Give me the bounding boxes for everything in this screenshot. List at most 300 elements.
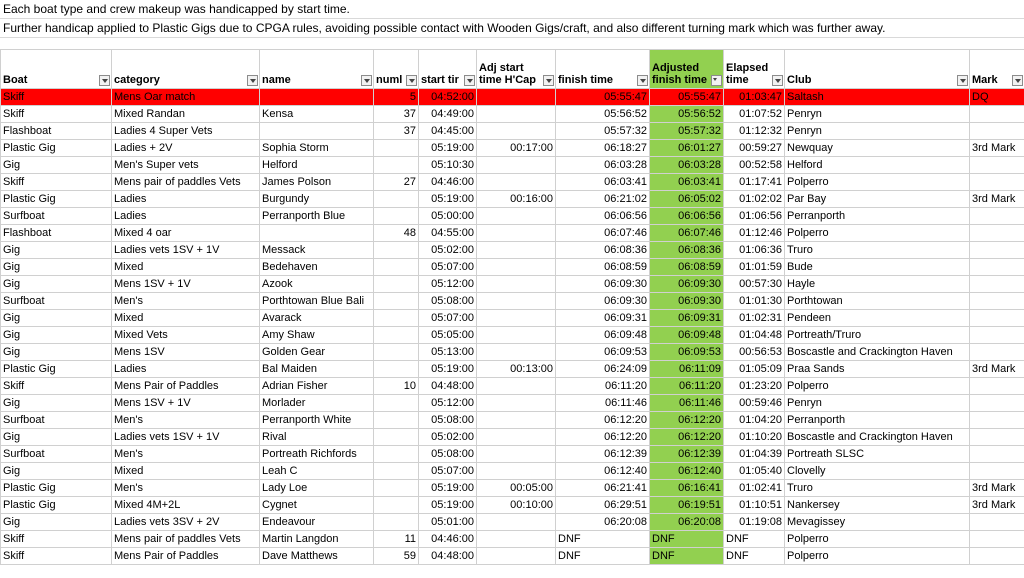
- cell-finish[interactable]: 06:09:48: [556, 327, 650, 344]
- cell-number[interactable]: 5: [374, 89, 419, 106]
- cell-adj-start[interactable]: 00:13:00: [477, 361, 556, 378]
- cell-club[interactable]: Pendeen: [785, 310, 970, 327]
- cell-category[interactable]: Ladies: [112, 191, 260, 208]
- cell-number[interactable]: [374, 242, 419, 259]
- cell-boat[interactable]: Flashboat: [1, 225, 112, 242]
- cell-elapsed[interactable]: 01:10:20: [724, 429, 785, 446]
- cell-elapsed[interactable]: 01:02:02: [724, 191, 785, 208]
- cell-mark[interactable]: [970, 225, 1024, 242]
- cell-adj-start[interactable]: 00:17:00: [477, 140, 556, 157]
- cell-club[interactable]: Hayle: [785, 276, 970, 293]
- filter-dropdown-icon[interactable]: [957, 75, 968, 86]
- cell-adj-finish[interactable]: 06:11:46: [650, 395, 724, 412]
- cell-club[interactable]: Penryn: [785, 123, 970, 140]
- cell-start[interactable]: 04:45:00: [419, 123, 477, 140]
- cell-adj-start[interactable]: 00:05:00: [477, 480, 556, 497]
- cell-adj-finish[interactable]: 06:01:27: [650, 140, 724, 157]
- cell-finish[interactable]: 06:29:51: [556, 497, 650, 514]
- cell-finish[interactable]: 06:11:46: [556, 395, 650, 412]
- cell-category[interactable]: Men's Super vets: [112, 157, 260, 174]
- cell-boat[interactable]: Plastic Gig: [1, 191, 112, 208]
- cell-name[interactable]: [260, 123, 374, 140]
- cell-finish[interactable]: 06:03:28: [556, 157, 650, 174]
- cell-adj-finish[interactable]: 06:09:31: [650, 310, 724, 327]
- cell-finish[interactable]: 05:56:52: [556, 106, 650, 123]
- cell-category[interactable]: Mixed Vets: [112, 327, 260, 344]
- cell-name[interactable]: Leah C: [260, 463, 374, 480]
- cell-category[interactable]: Mixed: [112, 259, 260, 276]
- sort-filter-icon[interactable]: [711, 75, 722, 86]
- cell-start[interactable]: 05:00:00: [419, 208, 477, 225]
- cell-adj-finish[interactable]: 06:08:36: [650, 242, 724, 259]
- cell-finish[interactable]: 06:24:09: [556, 361, 650, 378]
- cell-finish[interactable]: 05:57:32: [556, 123, 650, 140]
- cell-adj-finish[interactable]: 06:12:20: [650, 412, 724, 429]
- cell-boat[interactable]: Gig: [1, 242, 112, 259]
- cell-elapsed[interactable]: 01:23:20: [724, 378, 785, 395]
- cell-mark[interactable]: [970, 259, 1024, 276]
- cell-start[interactable]: 05:12:00: [419, 276, 477, 293]
- cell-start[interactable]: 04:49:00: [419, 106, 477, 123]
- cell-finish[interactable]: 06:08:59: [556, 259, 650, 276]
- cell-name[interactable]: Burgundy: [260, 191, 374, 208]
- cell-adj-start[interactable]: [477, 463, 556, 480]
- cell-start[interactable]: 05:19:00: [419, 361, 477, 378]
- cell-boat[interactable]: Gig: [1, 344, 112, 361]
- cell-adj-finish[interactable]: 06:09:48: [650, 327, 724, 344]
- cell-number[interactable]: [374, 293, 419, 310]
- cell-adj-start[interactable]: [477, 327, 556, 344]
- cell-elapsed[interactable]: 00:52:58: [724, 157, 785, 174]
- cell-name[interactable]: James Polson: [260, 174, 374, 191]
- cell-boat[interactable]: Gig: [1, 429, 112, 446]
- cell-adj-start[interactable]: [477, 276, 556, 293]
- cell-finish[interactable]: 06:09:31: [556, 310, 650, 327]
- column-header-club[interactable]: [785, 50, 970, 89]
- cell-finish[interactable]: 06:08:36: [556, 242, 650, 259]
- cell-boat[interactable]: Plastic Gig: [1, 361, 112, 378]
- cell-adj-finish[interactable]: 05:56:52: [650, 106, 724, 123]
- cell-club[interactable]: Polperro: [785, 378, 970, 395]
- cell-finish[interactable]: 06:09:53: [556, 344, 650, 361]
- column-header-finish[interactable]: [556, 50, 650, 89]
- cell-boat[interactable]: Gig: [1, 276, 112, 293]
- cell-category[interactable]: Men's: [112, 293, 260, 310]
- cell-category[interactable]: Mens Pair of Paddles: [112, 378, 260, 395]
- cell-club[interactable]: Portreath SLSC: [785, 446, 970, 463]
- cell-mark[interactable]: [970, 276, 1024, 293]
- cell-name[interactable]: Cygnet: [260, 497, 374, 514]
- cell-elapsed[interactable]: 01:03:47: [724, 89, 785, 106]
- cell-adj-finish[interactable]: 06:19:51: [650, 497, 724, 514]
- cell-club[interactable]: Perranporth: [785, 412, 970, 429]
- cell-mark[interactable]: [970, 378, 1024, 395]
- cell-club[interactable]: Polperro: [785, 531, 970, 548]
- cell-mark[interactable]: [970, 514, 1024, 531]
- cell-finish[interactable]: 06:12:40: [556, 463, 650, 480]
- cell-start[interactable]: 05:01:00: [419, 514, 477, 531]
- cell-category[interactable]: Mixed 4M+2L: [112, 497, 260, 514]
- cell-category[interactable]: Men's: [112, 446, 260, 463]
- cell-name[interactable]: Perranporth Blue: [260, 208, 374, 225]
- cell-adj-finish[interactable]: 06:05:02: [650, 191, 724, 208]
- cell-category[interactable]: Mixed 4 oar: [112, 225, 260, 242]
- cell-mark[interactable]: DQ: [970, 89, 1024, 106]
- cell-adj-start[interactable]: [477, 395, 556, 412]
- cell-start[interactable]: 04:48:00: [419, 378, 477, 395]
- column-header-number[interactable]: [374, 50, 419, 89]
- cell-elapsed[interactable]: 01:17:41: [724, 174, 785, 191]
- cell-boat[interactable]: Gig: [1, 259, 112, 276]
- cell-adj-start[interactable]: [477, 378, 556, 395]
- cell-elapsed[interactable]: 01:05:09: [724, 361, 785, 378]
- cell-mark[interactable]: [970, 463, 1024, 480]
- cell-number[interactable]: [374, 361, 419, 378]
- cell-finish[interactable]: 06:12:20: [556, 412, 650, 429]
- cell-mark[interactable]: [970, 548, 1024, 565]
- cell-name[interactable]: Helford: [260, 157, 374, 174]
- cell-name[interactable]: Messack: [260, 242, 374, 259]
- cell-start[interactable]: 05:08:00: [419, 293, 477, 310]
- cell-name[interactable]: Morlader: [260, 395, 374, 412]
- filter-dropdown-icon[interactable]: [99, 75, 110, 86]
- cell-club[interactable]: Polperro: [785, 548, 970, 565]
- cell-adj-finish[interactable]: 06:11:20: [650, 378, 724, 395]
- cell-club[interactable]: Portreath/Truro: [785, 327, 970, 344]
- column-header-category[interactable]: [112, 50, 260, 89]
- cell-club[interactable]: Saltash: [785, 89, 970, 106]
- cell-start[interactable]: 05:12:00: [419, 395, 477, 412]
- cell-finish[interactable]: 06:20:08: [556, 514, 650, 531]
- cell-adj-start[interactable]: [477, 259, 556, 276]
- cell-start[interactable]: 04:52:00: [419, 89, 477, 106]
- cell-boat[interactable]: Gig: [1, 514, 112, 531]
- cell-club[interactable]: Clovelly: [785, 463, 970, 480]
- cell-name[interactable]: Kensa: [260, 106, 374, 123]
- cell-category[interactable]: Mixed: [112, 463, 260, 480]
- cell-club[interactable]: Penryn: [785, 395, 970, 412]
- cell-club[interactable]: Polperro: [785, 225, 970, 242]
- cell-elapsed[interactable]: 01:06:36: [724, 242, 785, 259]
- cell-adj-start[interactable]: 00:10:00: [477, 497, 556, 514]
- cell-adj-start[interactable]: [477, 429, 556, 446]
- cell-adj-start[interactable]: [477, 310, 556, 327]
- filter-dropdown-icon[interactable]: [772, 75, 783, 86]
- cell-start[interactable]: 05:19:00: [419, 480, 477, 497]
- note-line[interactable]: Further handicap applied to Plastic Gigs due to CPGA rules, avoiding possible contact with Wooden Gigs/craft, and also different turning mark which was further away.: [0, 19, 1024, 38]
- cell-club[interactable]: Boscastle and Crackington Haven: [785, 344, 970, 361]
- cell-club[interactable]: Mevagissey: [785, 514, 970, 531]
- cell-elapsed[interactable]: DNF: [724, 531, 785, 548]
- cell-start[interactable]: 05:07:00: [419, 463, 477, 480]
- column-header-mark[interactable]: [970, 50, 1024, 89]
- cell-club[interactable]: Polperro: [785, 174, 970, 191]
- cell-start[interactable]: 05:10:30: [419, 157, 477, 174]
- cell-elapsed[interactable]: 01:04:39: [724, 446, 785, 463]
- cell-category[interactable]: Ladies vets 1SV + 1V: [112, 429, 260, 446]
- cell-finish[interactable]: DNF: [556, 548, 650, 565]
- cell-category[interactable]: Mens Pair of Paddles: [112, 548, 260, 565]
- cell-number[interactable]: 48: [374, 225, 419, 242]
- filter-dropdown-icon[interactable]: [406, 75, 417, 86]
- cell-elapsed[interactable]: 01:07:52: [724, 106, 785, 123]
- cell-name[interactable]: Amy Shaw: [260, 327, 374, 344]
- cell-club[interactable]: Porthtowan: [785, 293, 970, 310]
- cell-adj-start[interactable]: [477, 412, 556, 429]
- cell-adj-finish[interactable]: 06:16:41: [650, 480, 724, 497]
- cell-club[interactable]: Newquay: [785, 140, 970, 157]
- cell-category[interactable]: Mens pair of paddles Vets: [112, 174, 260, 191]
- cell-name[interactable]: [260, 225, 374, 242]
- cell-start[interactable]: 05:02:00: [419, 242, 477, 259]
- cell-number[interactable]: 59: [374, 548, 419, 565]
- cell-adj-finish[interactable]: 06:11:09: [650, 361, 724, 378]
- cell-finish[interactable]: 05:55:47: [556, 89, 650, 106]
- cell-mark[interactable]: [970, 106, 1024, 123]
- cell-mark[interactable]: [970, 412, 1024, 429]
- cell-category[interactable]: Mixed: [112, 310, 260, 327]
- cell-number[interactable]: [374, 480, 419, 497]
- cell-category[interactable]: Ladies vets 3SV + 2V: [112, 514, 260, 531]
- cell-elapsed[interactable]: 01:05:40: [724, 463, 785, 480]
- cell-category[interactable]: Mens pair of paddles Vets: [112, 531, 260, 548]
- column-header-adj-start[interactable]: [477, 50, 556, 89]
- cell-mark[interactable]: 3rd Mark: [970, 361, 1024, 378]
- cell-adj-start[interactable]: [477, 531, 556, 548]
- cell-adj-finish[interactable]: 05:55:47: [650, 89, 724, 106]
- cell-category[interactable]: Mens Oar match: [112, 89, 260, 106]
- cell-start[interactable]: 05:08:00: [419, 412, 477, 429]
- cell-adj-finish[interactable]: 06:03:41: [650, 174, 724, 191]
- cell-elapsed[interactable]: DNF: [724, 548, 785, 565]
- cell-boat[interactable]: Skiff: [1, 174, 112, 191]
- cell-elapsed[interactable]: 00:59:46: [724, 395, 785, 412]
- cell-club[interactable]: Truro: [785, 480, 970, 497]
- cell-club[interactable]: Nankersey: [785, 497, 970, 514]
- filter-dropdown-icon[interactable]: [637, 75, 648, 86]
- cell-start[interactable]: 05:19:00: [419, 191, 477, 208]
- cell-number[interactable]: 37: [374, 106, 419, 123]
- note-line[interactable]: Each boat type and crew makeup was handicapped by start time.: [0, 0, 1024, 19]
- cell-adj-start[interactable]: [477, 106, 556, 123]
- cell-club[interactable]: Penryn: [785, 106, 970, 123]
- cell-start[interactable]: 05:02:00: [419, 429, 477, 446]
- cell-mark[interactable]: [970, 123, 1024, 140]
- cell-club[interactable]: Boscastle and Crackington Haven: [785, 429, 970, 446]
- cell-finish[interactable]: 06:07:46: [556, 225, 650, 242]
- cell-adj-finish[interactable]: 06:09:30: [650, 276, 724, 293]
- column-header-elapsed[interactable]: [724, 50, 785, 89]
- cell-finish[interactable]: 06:12:20: [556, 429, 650, 446]
- cell-name[interactable]: Portreath Richfords: [260, 446, 374, 463]
- cell-boat[interactable]: Flashboat: [1, 123, 112, 140]
- cell-number[interactable]: [374, 327, 419, 344]
- cell-name[interactable]: [260, 89, 374, 106]
- cell-start[interactable]: 05:08:00: [419, 446, 477, 463]
- cell-elapsed[interactable]: 01:01:59: [724, 259, 785, 276]
- filter-dropdown-icon[interactable]: [361, 75, 372, 86]
- cell-finish[interactable]: 06:09:30: [556, 293, 650, 310]
- cell-mark[interactable]: [970, 242, 1024, 259]
- cell-start[interactable]: 05:05:00: [419, 327, 477, 344]
- cell-category[interactable]: Mixed Randan: [112, 106, 260, 123]
- cell-boat[interactable]: Gig: [1, 310, 112, 327]
- column-header-name[interactable]: [260, 50, 374, 89]
- cell-number[interactable]: [374, 395, 419, 412]
- cell-adj-start[interactable]: [477, 514, 556, 531]
- cell-adj-start[interactable]: [477, 344, 556, 361]
- cell-boat[interactable]: Surfboat: [1, 208, 112, 225]
- cell-mark[interactable]: [970, 327, 1024, 344]
- cell-boat[interactable]: Gig: [1, 395, 112, 412]
- filter-dropdown-icon[interactable]: [1012, 75, 1023, 86]
- cell-start[interactable]: 05:19:00: [419, 497, 477, 514]
- cell-category[interactable]: Ladies: [112, 361, 260, 378]
- cell-finish[interactable]: 06:12:39: [556, 446, 650, 463]
- cell-boat[interactable]: Plastic Gig: [1, 497, 112, 514]
- cell-adj-finish[interactable]: 06:12:40: [650, 463, 724, 480]
- cell-mark[interactable]: [970, 429, 1024, 446]
- cell-finish[interactable]: 06:06:56: [556, 208, 650, 225]
- cell-mark[interactable]: [970, 531, 1024, 548]
- cell-boat[interactable]: Skiff: [1, 531, 112, 548]
- cell-start[interactable]: 04:46:00: [419, 174, 477, 191]
- cell-start[interactable]: 05:07:00: [419, 259, 477, 276]
- cell-mark[interactable]: [970, 293, 1024, 310]
- cell-boat[interactable]: Surfboat: [1, 293, 112, 310]
- cell-boat[interactable]: Gig: [1, 157, 112, 174]
- cell-category[interactable]: Ladies vets 1SV + 1V: [112, 242, 260, 259]
- cell-number[interactable]: 11: [374, 531, 419, 548]
- cell-adj-start[interactable]: [477, 242, 556, 259]
- cell-club[interactable]: Perranporth: [785, 208, 970, 225]
- cell-number[interactable]: [374, 276, 419, 293]
- cell-name[interactable]: Martin Langdon: [260, 531, 374, 548]
- cell-elapsed[interactable]: 00:56:53: [724, 344, 785, 361]
- cell-name[interactable]: Golden Gear: [260, 344, 374, 361]
- cell-adj-start[interactable]: [477, 89, 556, 106]
- cell-mark[interactable]: [970, 395, 1024, 412]
- cell-number[interactable]: [374, 429, 419, 446]
- cell-boat[interactable]: Skiff: [1, 548, 112, 565]
- cell-start[interactable]: 04:48:00: [419, 548, 477, 565]
- cell-name[interactable]: Azook: [260, 276, 374, 293]
- column-header-adj-finish[interactable]: [650, 50, 724, 89]
- column-header-boat[interactable]: [1, 50, 112, 89]
- cell-adj-finish[interactable]: 06:09:30: [650, 293, 724, 310]
- cell-category[interactable]: Mens 1SV: [112, 344, 260, 361]
- cell-number[interactable]: 37: [374, 123, 419, 140]
- cell-finish[interactable]: 06:09:30: [556, 276, 650, 293]
- cell-category[interactable]: Ladies: [112, 208, 260, 225]
- cell-category[interactable]: Mens 1SV + 1V: [112, 276, 260, 293]
- cell-mark[interactable]: [970, 208, 1024, 225]
- cell-adj-finish[interactable]: 06:12:20: [650, 429, 724, 446]
- cell-category[interactable]: Mens 1SV + 1V: [112, 395, 260, 412]
- cell-boat[interactable]: Gig: [1, 327, 112, 344]
- cell-number[interactable]: [374, 208, 419, 225]
- cell-number[interactable]: [374, 463, 419, 480]
- cell-name[interactable]: Porthtowan Blue Bali: [260, 293, 374, 310]
- cell-boat[interactable]: Gig: [1, 463, 112, 480]
- cell-number[interactable]: [374, 157, 419, 174]
- cell-mark[interactable]: 3rd Mark: [970, 191, 1024, 208]
- cell-adj-finish[interactable]: DNF: [650, 531, 724, 548]
- cell-category[interactable]: Ladies 4 Super Vets: [112, 123, 260, 140]
- cell-club[interactable]: Truro: [785, 242, 970, 259]
- cell-adj-finish[interactable]: 06:08:59: [650, 259, 724, 276]
- cell-number[interactable]: [374, 514, 419, 531]
- cell-adj-finish[interactable]: 06:12:39: [650, 446, 724, 463]
- cell-mark[interactable]: [970, 157, 1024, 174]
- cell-elapsed[interactable]: 00:59:27: [724, 140, 785, 157]
- cell-name[interactable]: Dave Matthews: [260, 548, 374, 565]
- cell-boat[interactable]: Skiff: [1, 106, 112, 123]
- cell-adj-start[interactable]: [477, 225, 556, 242]
- cell-number[interactable]: [374, 259, 419, 276]
- cell-adj-start[interactable]: [477, 446, 556, 463]
- cell-elapsed[interactable]: 01:04:48: [724, 327, 785, 344]
- cell-finish[interactable]: 06:18:27: [556, 140, 650, 157]
- cell-start[interactable]: 05:19:00: [419, 140, 477, 157]
- cell-elapsed[interactable]: 01:06:56: [724, 208, 785, 225]
- cell-number[interactable]: [374, 344, 419, 361]
- cell-adj-finish[interactable]: 06:06:56: [650, 208, 724, 225]
- cell-mark[interactable]: [970, 344, 1024, 361]
- cell-adj-finish[interactable]: 06:20:08: [650, 514, 724, 531]
- cell-adj-finish[interactable]: 06:07:46: [650, 225, 724, 242]
- cell-club[interactable]: Helford: [785, 157, 970, 174]
- cell-boat[interactable]: Plastic Gig: [1, 140, 112, 157]
- cell-mark[interactable]: 3rd Mark: [970, 480, 1024, 497]
- cell-name[interactable]: Avarack: [260, 310, 374, 327]
- filter-dropdown-icon[interactable]: [464, 75, 475, 86]
- cell-adj-start[interactable]: [477, 157, 556, 174]
- cell-elapsed[interactable]: 01:19:08: [724, 514, 785, 531]
- cell-mark[interactable]: [970, 446, 1024, 463]
- cell-number[interactable]: [374, 412, 419, 429]
- cell-finish[interactable]: 06:03:41: [556, 174, 650, 191]
- cell-mark[interactable]: 3rd Mark: [970, 497, 1024, 514]
- cell-adj-finish[interactable]: 06:03:28: [650, 157, 724, 174]
- cell-finish[interactable]: 06:21:41: [556, 480, 650, 497]
- cell-elapsed[interactable]: 01:01:30: [724, 293, 785, 310]
- cell-number[interactable]: [374, 191, 419, 208]
- cell-mark[interactable]: [970, 174, 1024, 191]
- cell-finish[interactable]: DNF: [556, 531, 650, 548]
- cell-name[interactable]: Rival: [260, 429, 374, 446]
- cell-name[interactable]: Sophia Storm: [260, 140, 374, 157]
- cell-name[interactable]: Endeavour: [260, 514, 374, 531]
- cell-elapsed[interactable]: 01:04:20: [724, 412, 785, 429]
- cell-club[interactable]: Bude: [785, 259, 970, 276]
- cell-name[interactable]: Perranporth White: [260, 412, 374, 429]
- cell-elapsed[interactable]: 00:57:30: [724, 276, 785, 293]
- cell-number[interactable]: [374, 310, 419, 327]
- cell-boat[interactable]: Surfboat: [1, 446, 112, 463]
- cell-adj-start[interactable]: 00:16:00: [477, 191, 556, 208]
- cell-adj-finish[interactable]: 06:09:53: [650, 344, 724, 361]
- cell-finish[interactable]: 06:11:20: [556, 378, 650, 395]
- cell-name[interactable]: Bal Maiden: [260, 361, 374, 378]
- cell-number[interactable]: [374, 497, 419, 514]
- cell-number[interactable]: [374, 140, 419, 157]
- cell-number[interactable]: [374, 446, 419, 463]
- cell-boat[interactable]: Plastic Gig: [1, 480, 112, 497]
- cell-boat[interactable]: Skiff: [1, 89, 112, 106]
- cell-adj-start[interactable]: [477, 174, 556, 191]
- cell-mark[interactable]: 3rd Mark: [970, 140, 1024, 157]
